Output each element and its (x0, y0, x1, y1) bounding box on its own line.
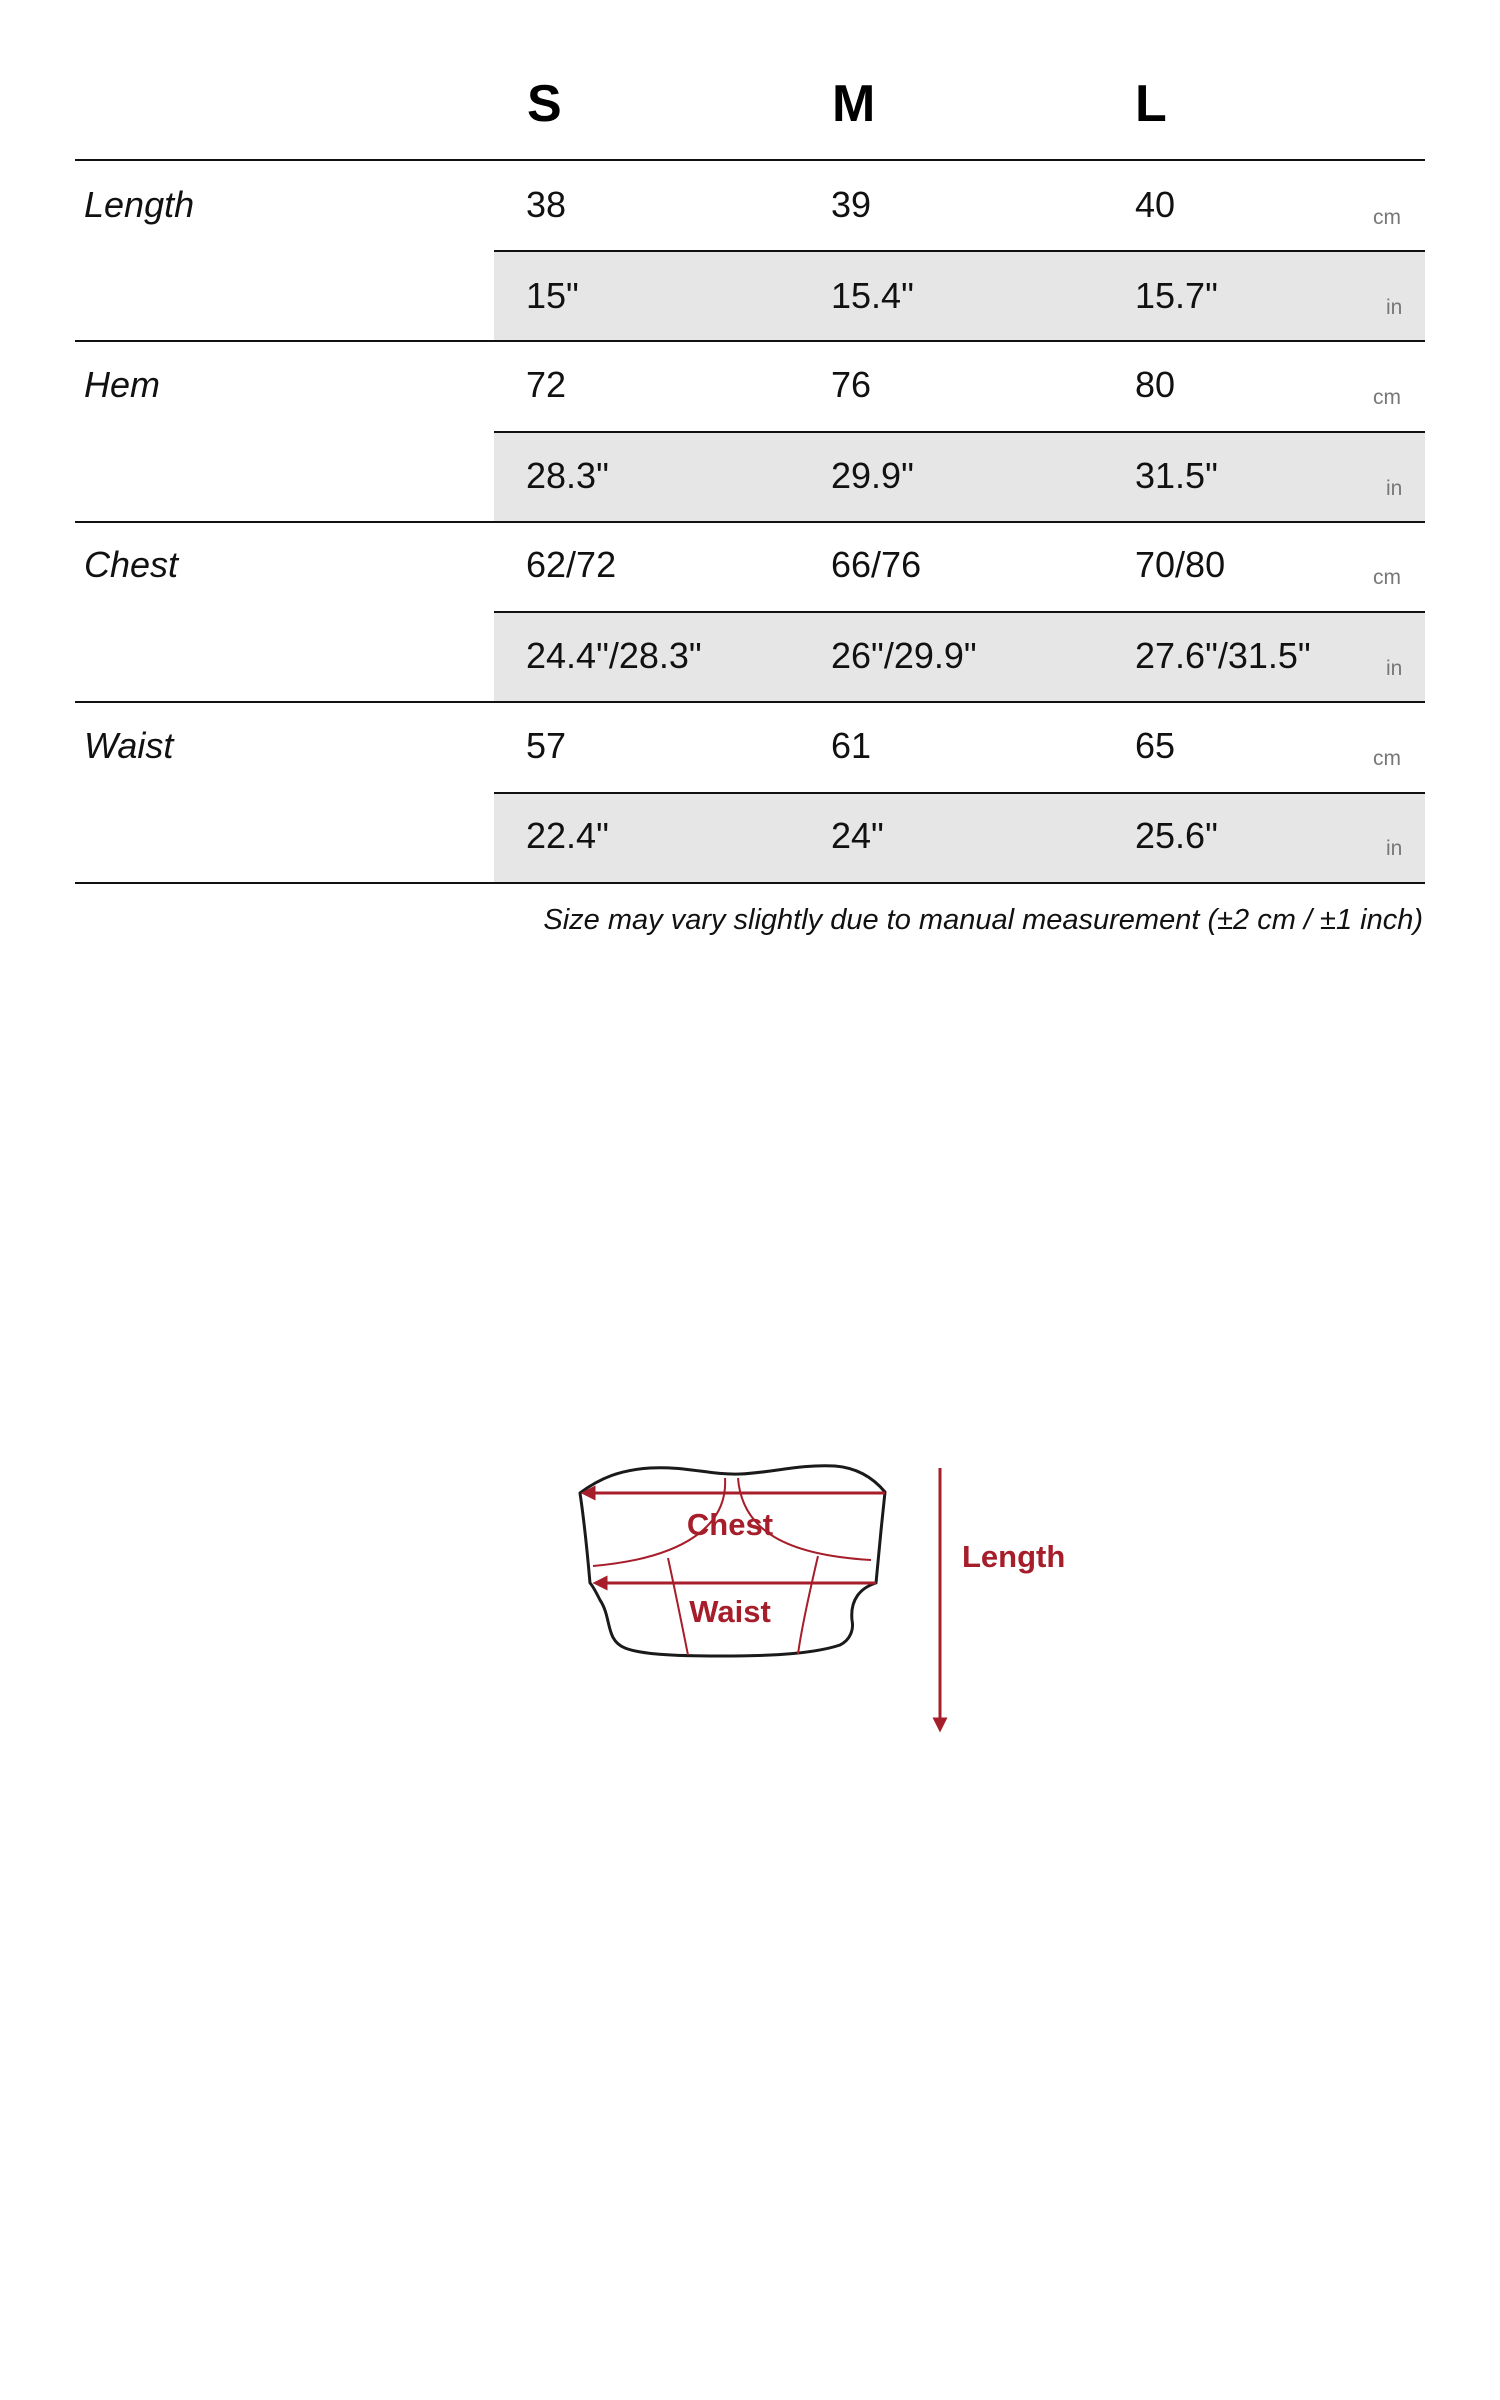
unit-cm: cm (1373, 206, 1401, 229)
cell-value: 24" (831, 815, 884, 856)
size-header-l: L (1135, 75, 1167, 133)
cell-value: 80 (1135, 364, 1176, 405)
cell-value: 76 (831, 364, 872, 405)
cell-value: 61 (831, 725, 872, 766)
unit-in: in (1386, 837, 1403, 860)
unit-in: in (1386, 657, 1403, 680)
unit-in: in (1386, 477, 1403, 500)
inch-row-band (494, 794, 1425, 882)
cell-value: 28.3" (526, 455, 609, 496)
cell-value: 27.6"/31.5" (1135, 635, 1311, 676)
divider (75, 340, 1425, 342)
cell-value: 62/72 (526, 544, 617, 585)
waist-label: Waist (689, 1594, 771, 1629)
chest-label: Chest (686, 1507, 774, 1542)
divider (494, 792, 1425, 794)
cell-value: 15.4" (831, 275, 914, 316)
row-label-chest: Chest (84, 544, 179, 585)
unit-in: in (1386, 296, 1403, 319)
cell-value: 40 (1135, 184, 1176, 225)
row-label-length: Length (84, 184, 195, 225)
unit-cm: cm (1373, 747, 1401, 770)
divider (75, 701, 1425, 703)
inch-row-band (494, 252, 1425, 340)
divider (494, 611, 1425, 613)
unit-cm: cm (1373, 386, 1401, 409)
measurement-note: Size may vary slightly due to manual measurement (±2 cm / ±1 inch) (543, 904, 1423, 936)
cell-value: 15" (526, 275, 579, 316)
garment-seam (798, 1556, 818, 1654)
cell-value: 22.4" (526, 815, 609, 856)
cell-value: 70/80 (1135, 544, 1226, 585)
length-label: Length (962, 1539, 1066, 1574)
divider (494, 250, 1425, 252)
size-header-s: S (527, 75, 562, 133)
unit-cm: cm (1373, 566, 1401, 589)
divider (75, 882, 1425, 884)
cell-value: 25.6" (1135, 815, 1218, 856)
cell-value: 29.9" (831, 455, 914, 496)
divider (75, 159, 1425, 161)
divider (75, 521, 1425, 523)
cell-value: 24.4"/28.3" (526, 635, 702, 676)
row-label-hem: Hem (84, 364, 161, 405)
row-label-waist: Waist (84, 725, 174, 766)
inch-row-band (494, 433, 1425, 521)
divider (494, 431, 1425, 433)
cell-value: 65 (1135, 725, 1176, 766)
cell-value: 39 (831, 184, 872, 225)
cell-value: 31.5" (1135, 455, 1218, 496)
cell-value: 72 (526, 364, 567, 405)
garment-diagram (560, 1440, 1100, 1740)
cell-value: 66/76 (831, 544, 922, 585)
cell-value: 15.7" (1135, 275, 1218, 316)
size-header-m: M (832, 75, 876, 133)
cell-value: 38 (526, 184, 567, 225)
cell-value: 57 (526, 725, 567, 766)
cell-value: 26"/29.9" (831, 635, 977, 676)
garment-seam (668, 1558, 688, 1655)
